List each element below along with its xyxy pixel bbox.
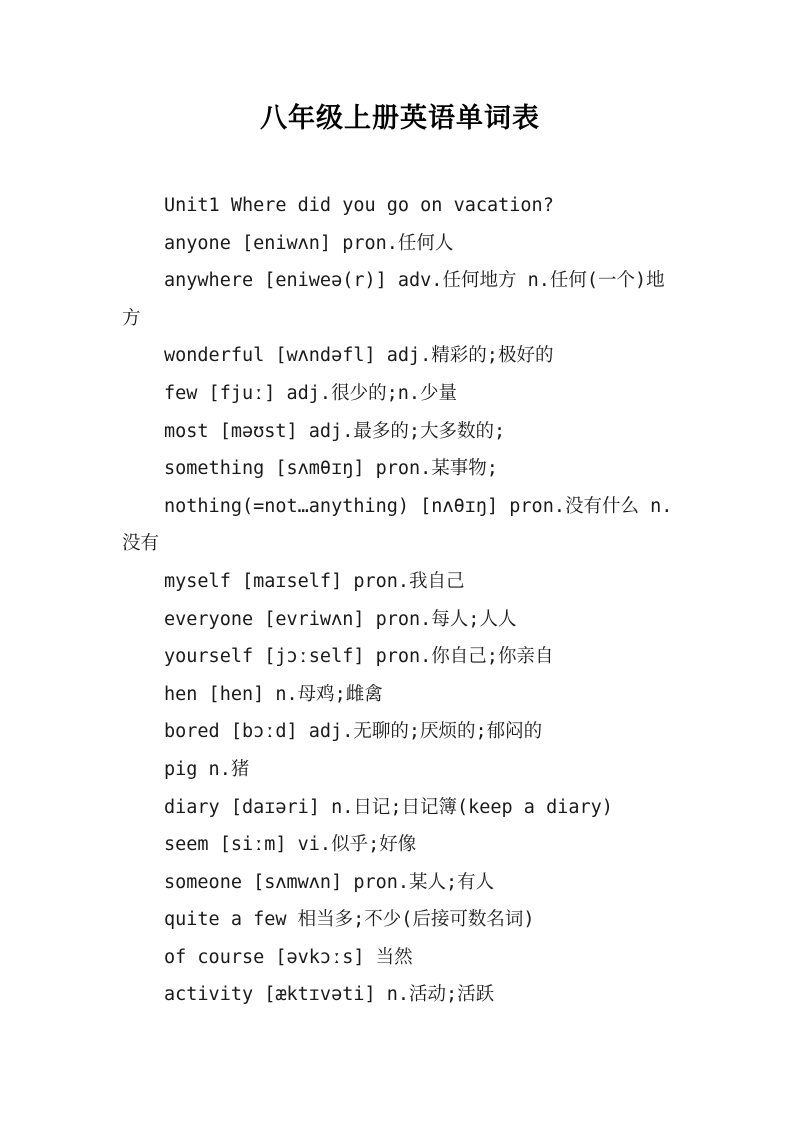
vocab-entry-text: wonderful [wʌndəfl] adj.精彩的;极好的: [164, 345, 554, 367]
vocab-entry-text: 方: [122, 307, 141, 329]
vocab-entry-text: most [məʊst] adj.最多的;大多数的;: [164, 420, 506, 442]
vocab-entry-line: [122, 413, 692, 451]
vocab-entry-text: seem [siːm] vi.似乎;好像: [164, 834, 417, 856]
vocab-entry-line: [122, 713, 692, 751]
vocab-entry-line: [122, 638, 692, 676]
vocab-entry-line: [122, 225, 692, 263]
vocab-entry-line: [122, 676, 692, 714]
vocab-entry-text: anyone [eniwʌn] pron.任何人: [164, 232, 454, 254]
vocab-entry-line: [122, 789, 692, 827]
vocab-list: [122, 187, 692, 1014]
vocab-entry-text: pig n.猪: [164, 758, 250, 780]
vocab-entry-text: something [sʌmθɪŋ] pron.某事物;: [164, 458, 498, 480]
vocab-entry-text: someone [sʌmwʌn] pron.某人;有人: [164, 871, 495, 893]
vocab-entry-line: [122, 488, 692, 526]
vocab-entry-text: 没有: [122, 533, 160, 555]
vocab-entry-text: yourself [jɔːself] pron.你自己;你亲自: [164, 646, 554, 668]
vocab-entry-text: bored [bɔːd] adj.无聊的;厌烦的;郁闷的: [164, 721, 543, 743]
vocab-entry-text: hen [hen] n.母鸡;雌禽: [164, 683, 383, 705]
vocab-entry-line: [122, 375, 692, 413]
vocab-entry-line: [122, 450, 692, 488]
vocab-entry-text: few [fjuː] adj.很少的;n.少量: [164, 382, 457, 404]
vocab-entry-line: [122, 976, 692, 1014]
vocab-entry-line: [122, 601, 692, 639]
vocab-entry-text: activity [æktɪvəti] n.活动;活跃: [164, 984, 495, 1006]
vocab-entry-text: quite a few 相当多;不少(后接可数名词): [164, 909, 535, 931]
page-title: 八年级上册英语单词表: [260, 103, 540, 134]
vocab-entry-line: [122, 864, 692, 902]
vocab-entry-line: [122, 337, 692, 375]
vocab-entry-line: [122, 901, 692, 939]
vocab-entry-text: anywhere [eniweə(r)] adv.任何地方 n.任何(一个)地: [164, 270, 665, 292]
vocab-entry-line: [122, 939, 692, 977]
vocab-entry-text: myself [maɪself] pron.我自己: [164, 570, 465, 592]
vocab-entry-line: [122, 751, 692, 789]
vocab-continuation-line: [122, 525, 692, 563]
vocab-entry-text: of course [əvkɔːs] 当然: [164, 946, 413, 968]
vocab-entry-text: everyone [evriwʌn] pron.每人;人人: [164, 608, 517, 630]
vocab-entry-line: [122, 262, 692, 300]
vocab-entry-line: [122, 826, 692, 864]
vocab-entry-text: diary [daɪəri] n.日记;日记簿(keep a diary): [164, 796, 613, 818]
vocab-entry-line: [122, 563, 692, 601]
vocab-entry-text: Unit1 Where did you go on vacation?: [164, 195, 554, 216]
vocab-continuation-line: [122, 300, 692, 338]
vocab-entry-text: nothing(=not…anything) [nʌθɪŋ] pron.没有什么 n.: [164, 495, 673, 517]
vocab-entry-line: [122, 187, 692, 225]
